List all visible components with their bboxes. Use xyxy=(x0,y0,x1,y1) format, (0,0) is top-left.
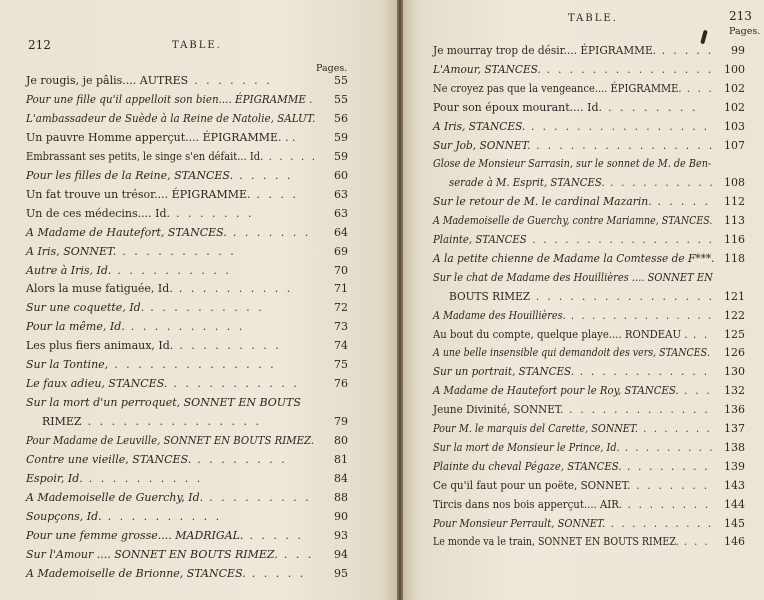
entry-page-number: 146 xyxy=(724,535,745,549)
table-row xyxy=(26,358,276,372)
leader-dots: . . . . . . . xyxy=(194,74,273,87)
table-row xyxy=(433,252,715,266)
entry-title: Pour son époux mourant.... Id. xyxy=(433,100,603,114)
entry-title: Sur la Tontine, xyxy=(26,358,109,372)
leader-dots: . . . . . . . . . . . . . . . xyxy=(87,415,262,429)
table-row xyxy=(26,93,312,107)
leader-dots: . . . . . . . . . . . . . xyxy=(569,403,710,417)
entry-title: Le faux adieu, STANCES. xyxy=(26,377,168,391)
table-row xyxy=(433,233,714,247)
table-row xyxy=(26,150,317,164)
entry-page-number: 138 xyxy=(724,440,745,454)
table-row xyxy=(433,535,710,549)
entry-title: Sur la mort d'un perroquet, SONNET EN BOUTS xyxy=(26,396,301,410)
entry-page-number: 93 xyxy=(334,528,348,542)
table-row xyxy=(433,441,715,455)
leader-dots: . . xyxy=(692,327,710,341)
entry-page-number: 75 xyxy=(334,358,348,372)
table-row xyxy=(26,207,254,221)
entry-page-number: 113 xyxy=(724,214,745,228)
entry-title: Sur une coquette, Id. xyxy=(26,301,145,315)
entry-page-number: 136 xyxy=(724,403,745,417)
entry-title: Sur le chat de Madame des Houillières .... SONNET EN xyxy=(433,270,713,284)
entry-page-number: 118 xyxy=(724,251,745,265)
entry-page-number: 55 xyxy=(334,74,348,87)
entry-page-number: 143 xyxy=(724,478,745,492)
table-row xyxy=(26,226,311,240)
leader-dots: . . . . . . . xyxy=(643,422,712,435)
leader-dots: . . . . . . . . . . xyxy=(88,471,203,485)
table-row xyxy=(26,453,287,467)
entry-title: Pour une fille qu'il appelloit son bien.... ÉPIGRAMME . xyxy=(26,92,313,106)
right-page xyxy=(403,0,764,600)
table-row xyxy=(433,120,710,134)
entry-page-number: 76 xyxy=(334,377,348,391)
leader-dots: . . . . . . . xyxy=(232,225,311,239)
leader-dots: . . . . . . . . . . . . xyxy=(579,365,710,379)
table-row xyxy=(433,384,712,398)
entry-title: Au bout du compte, quelque playe.... RONDEAU . xyxy=(433,327,688,341)
entry-page-number: 139 xyxy=(724,459,745,473)
entry-page-number: 63 xyxy=(334,187,348,201)
entry-title: Je rougis, je pâlis.... AUTRES xyxy=(26,74,189,87)
table-row xyxy=(449,290,714,304)
entry-title: Un de ces médecins.... Id. xyxy=(26,206,170,220)
entry-title: Sur le retour de M. le cardinal Mazarin. xyxy=(433,195,652,209)
entry-title: Les plus fiers animaux, Id. xyxy=(26,339,174,353)
table-row xyxy=(433,195,710,209)
entry-title: A une belle insensible qui demandoit des vers, STANCES. xyxy=(433,346,710,360)
entry-title: Plainte, STANCES xyxy=(433,233,527,246)
table-row xyxy=(433,460,710,474)
entry-page-number: 99 xyxy=(731,44,745,57)
entry-page-number: 84 xyxy=(334,471,348,485)
entry-title: Pour Monsieur Perrault, SONNET. xyxy=(433,516,606,530)
leader-dots: . . . . . xyxy=(661,44,714,57)
leader-dots: . . . xyxy=(684,384,712,398)
entry-title: Sur un portrait, STANCES. xyxy=(433,365,575,379)
entry-title: Pour les filles de la Reine, STANCES. xyxy=(26,168,234,182)
entry-title: Je mourray trop de désir.... ÉPIGRAMME. xyxy=(433,44,657,57)
leader-dots: . . . . . . . xyxy=(175,206,254,220)
table-row xyxy=(26,188,299,202)
entry-page-number: 55 xyxy=(334,92,348,106)
entry-title: Soupçons, Id. xyxy=(26,509,102,523)
table-row xyxy=(26,74,272,88)
leader-dots: . . . . . . . . . . . . . . xyxy=(114,358,277,372)
leader-dots: . . . . . . . . . . . . . . . . xyxy=(536,138,715,152)
table-row xyxy=(433,517,713,531)
leader-dots: . . . . . xyxy=(268,149,318,163)
table-row xyxy=(433,498,710,512)
entry-page-number: 103 xyxy=(724,119,745,133)
table-row xyxy=(433,365,709,379)
entry-page-number: 144 xyxy=(724,497,745,511)
entry-page-number: 94 xyxy=(334,547,348,561)
table-row xyxy=(433,328,710,342)
table-row xyxy=(26,131,295,145)
leader-dots: . . . . . . . . . . . xyxy=(173,377,300,391)
entry-page-number: 60 xyxy=(334,168,348,182)
entry-title: Jeune Divinité, SONNET. xyxy=(433,403,564,417)
leader-dots: . . . xyxy=(683,535,710,549)
entry-page-number: 102 xyxy=(724,100,745,114)
entry-page-number: 63 xyxy=(334,206,348,220)
entry-title: RIMEZ xyxy=(42,415,82,429)
leader-dots: . . . . . . . . . . xyxy=(122,244,237,258)
table-row xyxy=(433,403,710,417)
entry-title: A Mademoiselle de Guerchy, Id. xyxy=(26,490,204,504)
entry-title: Tircis dans nos bois apperçut.... AIR. xyxy=(433,497,623,511)
entry-page-number: 122 xyxy=(724,308,745,322)
table-row xyxy=(26,377,299,391)
left-page-header: TABLE. xyxy=(172,40,222,51)
entry-title: Pour M. le marquis del Carette, SONNET. xyxy=(433,422,638,435)
entry-title: A Mademoiselle de Guerchy, contre Mariamne, STANCES. xyxy=(433,214,713,228)
table-row xyxy=(26,320,245,334)
leader-dots: . . . . . . . xyxy=(636,478,710,492)
leader-dots: . . . . . . . . xyxy=(627,459,710,473)
entry-page-number: 121 xyxy=(724,289,745,303)
entry-page-number: 59 xyxy=(334,149,348,163)
leader-dots: . . . xyxy=(283,547,314,561)
table-row xyxy=(42,415,261,429)
entry-title: Autre à Iris, Id. xyxy=(26,263,112,277)
table-row xyxy=(26,112,315,126)
table-row xyxy=(433,309,713,323)
entry-title: A Iris, SONNET. xyxy=(26,244,117,258)
leader-dots: . . . . . . . . . xyxy=(624,440,715,454)
table-row xyxy=(26,548,314,562)
table-row xyxy=(433,63,714,77)
leader-dots: . . . . . xyxy=(251,566,306,580)
entry-page-number: 132 xyxy=(724,384,745,398)
table-row xyxy=(26,301,264,315)
entry-title: Contre une vieille, STANCES. xyxy=(26,453,192,466)
entry-page-number: 126 xyxy=(724,346,745,360)
entry-title: Espoir, Id. xyxy=(26,471,83,485)
entry-title: Pour la même, Id. xyxy=(26,320,125,334)
entry-title: Un fat trouve un trésor.... ÉPIGRAMME. xyxy=(26,187,251,201)
table-row xyxy=(433,82,714,96)
right-page-header: TABLE. xyxy=(568,13,618,24)
entry-title: Sur l'Amour .... SONNET EN BOUTS RIMEZ. xyxy=(26,547,278,561)
entry-title: serade à M. Esprit, STANCES. xyxy=(449,176,605,190)
entry-page-number: 137 xyxy=(724,422,745,435)
entry-page-number: 90 xyxy=(334,509,348,523)
leader-dots: . . . . . . . . . . xyxy=(130,320,245,334)
leader-dots: . . . . xyxy=(256,187,299,201)
entry-page-number: 130 xyxy=(724,365,745,379)
table-row xyxy=(26,510,222,524)
entry-page-number: 95 xyxy=(334,566,348,580)
entry-page-number: 112 xyxy=(724,195,745,209)
entry-page-number: 80 xyxy=(334,434,348,448)
entry-title: A Madame de Hautefort, STANCES. xyxy=(26,225,227,239)
leader-dots: . . . . . . . . . . xyxy=(107,509,222,523)
entry-page-number: 108 xyxy=(724,176,745,190)
leader-dots: . . . . . . . . . xyxy=(209,490,312,504)
entry-page-number: 100 xyxy=(724,62,745,76)
entry-title: Sur Job, SONNET. xyxy=(433,138,531,152)
table-row xyxy=(433,346,710,360)
leader-dots: . . . . . xyxy=(249,528,304,542)
entry-page-number: 125 xyxy=(724,327,745,341)
table-row xyxy=(26,529,303,543)
leader-dots: . . . . . . . . . . . . . . . xyxy=(546,62,714,76)
entry-page-number: 70 xyxy=(334,263,348,277)
right-pages-label: Pages. xyxy=(729,26,761,37)
entry-page-number: 116 xyxy=(724,233,745,246)
entry-title: A Madame des Houillières. xyxy=(433,308,566,322)
entry-page-number: 74 xyxy=(334,339,348,353)
entry-page-number: 59 xyxy=(334,130,348,144)
entry-title: Un pauvre Homme apperçut.... ÉPIGRAMME. . . xyxy=(26,130,296,144)
entry-title: Le monde va le train, SONNET EN BOUTS RIMEZ. xyxy=(433,535,679,549)
table-row xyxy=(26,491,311,505)
entry-title: Sur la mort de Monsieur le Prince, Id. xyxy=(433,440,620,454)
entry-title: Pour Madame de Leuville, SONNET EN BOUTS RIMEZ. xyxy=(26,434,315,448)
leader-dots: . . . . . . . . xyxy=(627,497,711,511)
leader-dots: . . . . . . . . . xyxy=(179,339,282,353)
right-page-number: 213 xyxy=(729,9,752,23)
table-row xyxy=(433,479,709,493)
entry-page-number: 69 xyxy=(334,244,348,258)
table-row xyxy=(26,434,314,448)
table-row xyxy=(433,44,714,58)
left-pages-label: Pages. xyxy=(316,63,348,74)
entry-page-number: 79 xyxy=(334,415,348,429)
table-row xyxy=(26,567,306,581)
entry-title: Glose de Monsieur Sarrasin, sur le sonnet de M. de Ben- xyxy=(433,157,712,171)
leader-dots: . . . . . . . . . . xyxy=(150,301,265,315)
entry-page-number: 64 xyxy=(334,225,348,239)
entry-title: Ne croyez pas que la vengeance.... ÉPIGRAMME. xyxy=(433,81,682,95)
entry-title: A Iris, STANCES. xyxy=(433,119,526,133)
entry-page-number: 56 xyxy=(334,111,348,125)
table-row xyxy=(26,264,231,278)
leader-dots: . . . . . . . . xyxy=(608,100,699,114)
table-row xyxy=(26,396,301,410)
leader-dots: . . . . . . . . . . xyxy=(610,176,715,190)
entry-page-number: 81 xyxy=(334,453,348,466)
entry-page-number: 72 xyxy=(334,301,348,315)
entry-title: A la petite chienne de Madame la Comtesse de F***. xyxy=(433,251,715,265)
table-row xyxy=(26,339,281,353)
entry-title: Embrassant ses petits, le singe s'en défait... Id. xyxy=(26,149,264,163)
entry-title: A Mademoiselle de Brionne, STANCES. xyxy=(26,566,246,580)
entry-title: Ce qu'il faut pour un poëte, SONNET. xyxy=(433,478,631,492)
entry-title: BOUTS RIMEZ xyxy=(449,289,531,303)
leader-dots: . . . . . . . . . . xyxy=(178,282,293,296)
table-row xyxy=(26,282,293,296)
leader-dots: . . . . . . . . . . xyxy=(610,516,714,530)
leader-dots: . . . . . xyxy=(657,195,711,209)
table-row xyxy=(26,169,293,183)
entry-page-number: 88 xyxy=(334,490,348,504)
leader-dots: . . . . . . . . xyxy=(197,453,288,466)
leader-dots: . . . . . . . . . . . . . . . . xyxy=(535,289,715,303)
table-row xyxy=(449,176,715,190)
leader-dots: . . . . . . . . . . xyxy=(117,263,232,277)
left-page-number: 212 xyxy=(28,38,51,52)
entry-title: L'ambassadeur de Suède à la Reine de Natolie, SALUT. xyxy=(26,111,316,125)
entry-title: A Madame de Hautefort pour le Roy, STANCES. xyxy=(433,384,679,398)
entry-page-number: 102 xyxy=(724,81,745,95)
leader-dots: . . . . . xyxy=(239,168,294,182)
entry-page-number: 73 xyxy=(334,320,348,334)
table-row xyxy=(26,472,203,486)
table-row xyxy=(26,245,236,259)
entry-page-number: 107 xyxy=(724,138,745,152)
entry-title: Alors la muse fatiguée, Id. xyxy=(26,282,173,296)
table-row xyxy=(433,101,698,115)
entry-page-number: 145 xyxy=(724,516,745,530)
leader-dots: . . . . . . . . . . . . . . . . xyxy=(531,119,710,133)
table-row xyxy=(433,422,712,436)
table-row xyxy=(433,139,715,153)
table-row xyxy=(433,214,712,228)
leader-dots: . . . . . . . . . . . . . . . . . xyxy=(532,233,715,246)
leader-dots: . . . xyxy=(686,81,714,95)
table-row xyxy=(433,157,711,171)
entry-title: L'Amour, STANCES. xyxy=(433,62,541,76)
entry-title: Pour une femme grosse.... MADRIGAL. xyxy=(26,528,244,542)
entry-title: Plainte du cheval Pégaze, STANCES. xyxy=(433,459,622,473)
leader-dots: . . . . . . . . . . . . . . xyxy=(570,308,714,322)
table-row xyxy=(433,271,713,285)
entry-page-number: 71 xyxy=(334,282,348,296)
